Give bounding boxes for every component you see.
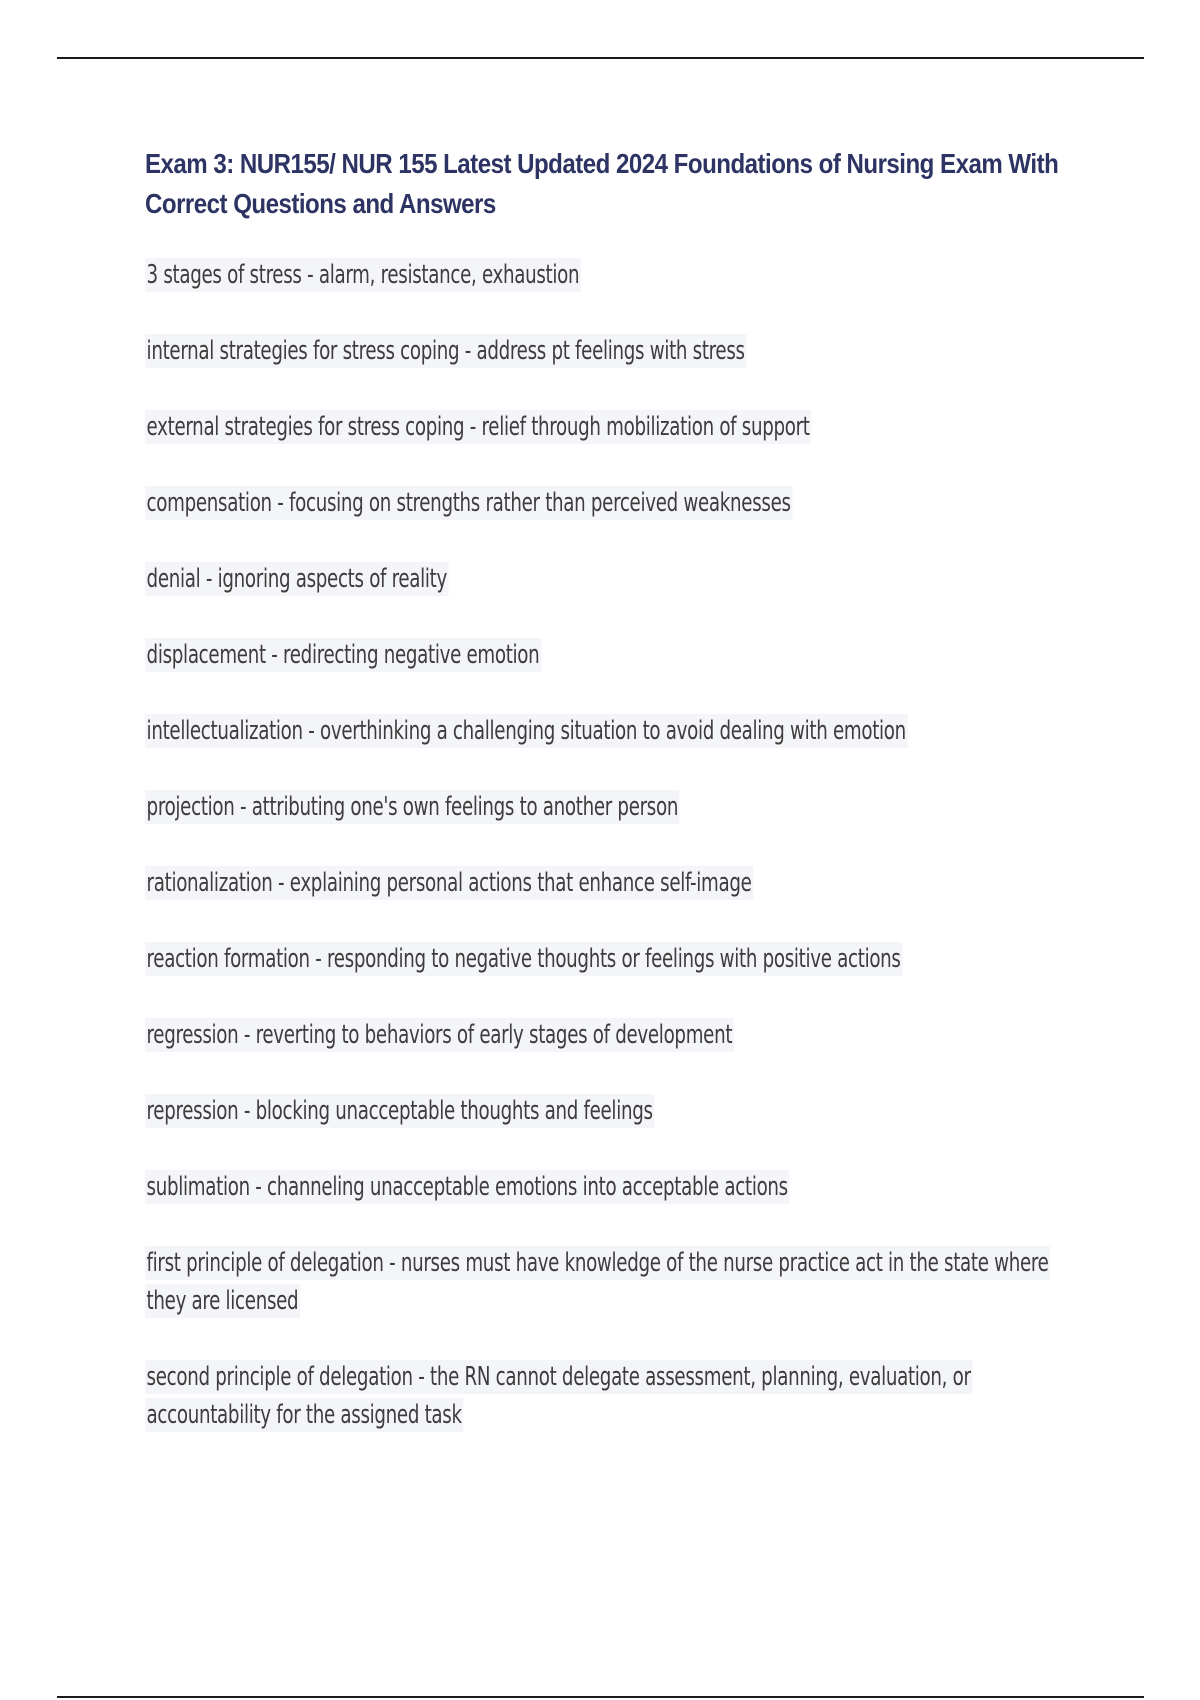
qa-item [145,788,1081,826]
qa-item [145,560,1081,598]
qa-item-text: internal strategies for stress coping - address pt feelings with stress [146,336,745,366]
qa-item [145,1092,1081,1130]
qa-item-text: sublimation - channeling unacceptable emotions into acceptable actions [146,1172,788,1202]
qa-item [145,332,1081,370]
qa-item-text: reaction formation - responding to negative thoughts or feelings with positive actions [146,944,901,974]
qa-item-text: displacement - redirecting negative emotion [146,640,540,670]
qa-item-text: regression - reverting to behaviors of early stages of development [146,1020,733,1050]
qa-item-text: projection - attributing one's own feelings to another person [146,792,679,822]
qa-item-text: repression - blocking unacceptable thoughts and feelings [146,1096,653,1126]
qa-item-text: denial - ignoring aspects of reality [146,564,447,594]
qa-item-text: first principle of delegation - nurses must have knowledge of the nurse practice act in the state where they are licensed [146,1248,1049,1316]
qa-item-text: 3 stages of stress - alarm, resistance, exhaustion [146,260,580,290]
qa-item [145,1358,1081,1434]
qa-item [145,408,1081,446]
qa-item-text: rationalization - explaining personal actions that enhance self-image [146,868,752,898]
document-body [145,144,1085,1472]
qa-item [145,256,1081,294]
qa-item [145,712,1081,750]
qa-item [145,864,1081,902]
qa-item-text: second principle of delegation - the RN cannot delegate assessment, planning, evaluation, or accountability for the assigned task [146,1362,971,1430]
qa-list [145,256,1085,1434]
top-divider [57,57,1144,59]
qa-item [145,636,1081,674]
qa-item [145,1168,1081,1206]
qa-item-text: compensation - focusing on strengths rather than perceived weaknesses [146,488,791,518]
qa-item-text: external strategies for stress coping - relief through mobilization of support [146,412,810,442]
document-title: Exam 3: NUR155/ NUR 155 Latest Updated 2024 Foundations of Nursing Exam With Correct Questions and Answers [145,148,1059,219]
bottom-divider [57,1696,1144,1698]
qa-item-text: intellectualization - overthinking a challenging situation to avoid dealing with emotion [146,716,906,746]
qa-item [145,1016,1081,1054]
qa-item [145,1244,1081,1320]
qa-item [145,484,1081,522]
qa-item [145,940,1081,978]
